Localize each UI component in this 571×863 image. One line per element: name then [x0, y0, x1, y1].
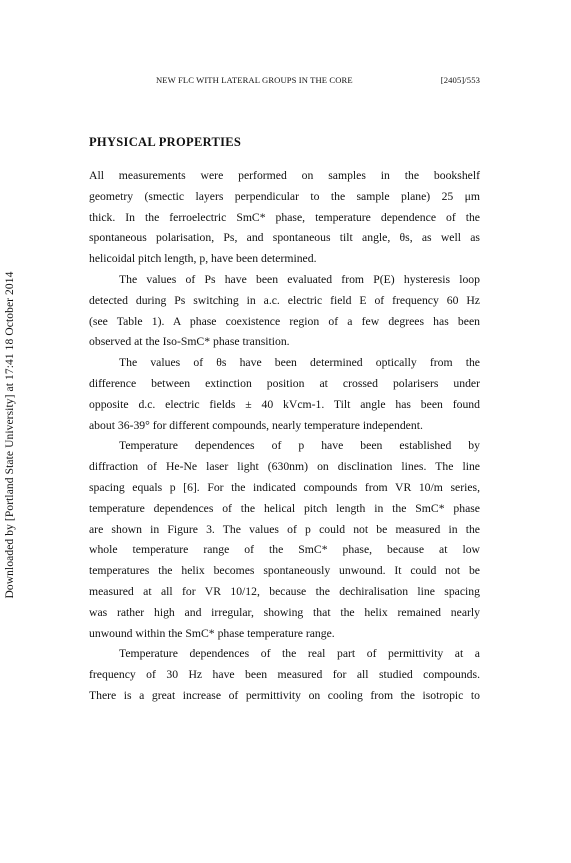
text-line: unwound within the SmC* phase temperature range.	[89, 626, 335, 640]
running-head	[156, 75, 480, 85]
text-line: detected during Ps switching in a.c. electric field E of frequency 60 Hz	[89, 293, 480, 307]
text-line: Temperature dependences of p have been established by	[119, 439, 480, 453]
text-line: was rather high and irregular, showing that the helix remained nearly	[89, 605, 480, 619]
section-heading: PHYSICAL PROPERTIES	[89, 135, 242, 149]
text-line: whole temperature range of the SmC* phase, because at low	[89, 543, 480, 557]
text-line: The values of Ps have been evaluated from P(E) hysteresis loop	[119, 272, 480, 286]
text-line: spontaneous polarisation, Ps, and spontaneous tilt angle, θs, as well as	[89, 231, 480, 245]
text-line: helicoidal pitch length, p, have been determined.	[89, 252, 317, 266]
text-line: Temperature dependences of the real part of permittivity at a	[119, 647, 480, 661]
text-line: spacing equals p [6]. For the indicated compounds from VR 10/m series,	[89, 480, 480, 494]
text-line: observed at the Iso-SmC* phase transition.	[89, 335, 290, 349]
text-line: geometry (smectic layers perpendicular to the sample plane) 25 μm	[89, 189, 480, 203]
text-line: There is a great increase of permittivity on cooling from the isotropic to	[89, 688, 480, 702]
text-line: All measurements were performed on samples in the bookshelf	[89, 169, 480, 182]
text-line: opposite d.c. electric fields ± 40 kVcm-1. Tilt angle has been found	[89, 397, 480, 411]
text-line: (see Table 1). A phase coexistence region of a few degrees has been	[89, 314, 480, 328]
text-line: temperature dependences of the helical pitch length in the SmC* phase	[89, 501, 480, 515]
download-watermark: Downloaded by [Portland State University] at 17:41 18 October 2014	[4, 271, 16, 599]
text-line: about 36-39° for different compounds, nearly temperature independent.	[89, 418, 423, 432]
text-line: thick. In the ferroelectric SmC* phase, temperature dependence of the	[89, 210, 480, 224]
body-text	[89, 166, 480, 707]
text-line: are shown in Figure 3. The values of p could not be measured in the	[89, 522, 480, 536]
text-line: diffraction of He-Ne laser light (630nm) on disclination lines. The line	[89, 460, 480, 474]
text-line: The values of θs have been determined optically from the	[119, 356, 480, 370]
running-head-title: NEW FLC WITH LATERAL GROUPS IN THE CORE	[156, 75, 353, 85]
text-line: difference between extinction position at crossed polarisers under	[89, 376, 480, 390]
text-line: temperatures the helix becomes spontaneously unwound. It could not be	[89, 564, 480, 578]
page-reference: [2405]/553	[440, 75, 480, 85]
text-line: measured at all for VR 10/12, because the dechiralisation line spacing	[89, 584, 480, 598]
text-line: frequency of 30 Hz have been measured for all studied compounds.	[89, 668, 480, 682]
